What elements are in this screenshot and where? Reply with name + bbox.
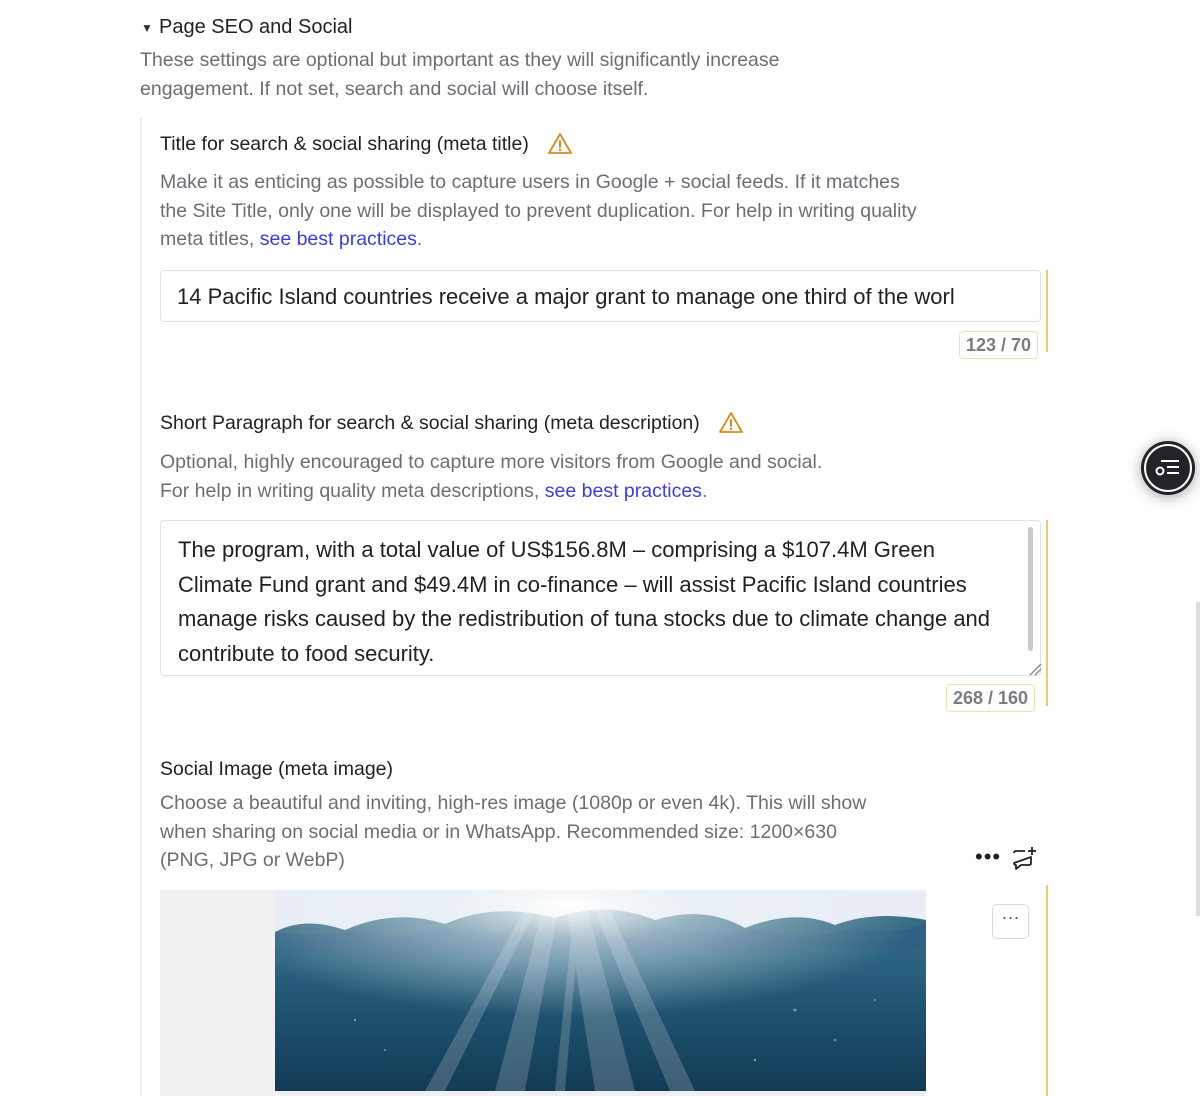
underwater-image [275,890,926,1091]
meta-image-label: Social Image (meta image) [160,758,394,780]
textarea-scrollbar[interactable] [1028,527,1033,651]
resize-grip-icon[interactable] [1028,662,1042,676]
warning-icon [718,410,744,436]
meta-description-help-suffix: . [701,479,708,502]
meta-description-help-line2: For help in writing quality meta descriptions, [160,479,540,502]
meta-title-status-rule [1046,270,1048,352]
meta-description-status-rule [1046,520,1048,706]
section-divider [140,118,142,1096]
meta-title-help-suffix: . [416,228,423,250]
toc-icon [1155,457,1181,479]
comment-add-icon[interactable] [1011,846,1037,872]
meta-description-help [160,448,920,505]
meta-image-label-row [160,758,393,781]
page-scrollbar[interactable] [1196,602,1200,916]
section-title: Page SEO and Social [159,16,353,38]
meta-description-counter: 268 / 160 [946,684,1035,712]
meta-description-label: Short Paragraph for search & social sharing (meta description) [160,411,700,434]
toc-button[interactable] [1141,441,1195,495]
section-toggle[interactable] [141,16,352,39]
meta-image-status-rule [1046,885,1048,1096]
meta-description-help-line1: Optional, highly encouraged to capture more visitors from Google and social. [160,451,823,473]
meta-title-help-text: Make it as enticing as possible to capture users in Google + social feeds. If it matches the Site Title, only one will be displayed to prevent duplication. For help in writing quality meta titles, [160,171,917,250]
more-options-icon[interactable]: ••• [975,844,1002,869]
meta-description-best-practices-link[interactable]: see best practices [544,479,702,502]
meta-title-counter: 123 / 70 [959,331,1038,359]
meta-image-preview-area[interactable] [160,890,926,1096]
meta-image-help: Choose a beautiful and inviting, high-res image (1080p or even 4k). This will show when sharing on social media or in WhatsApp. Recommended size: 1200×630 (PNG, JPG or WebP) [160,792,867,871]
collapse-triangle-icon: ▼ [141,20,153,35]
meta-image [275,890,926,1091]
warning-icon [547,131,573,157]
meta-title-best-practices-link[interactable]: see best practices [259,228,417,250]
meta-title-label-row [160,131,573,157]
section-description: These settings are optional but important as they will significantly increase engagement. If not set, search and social will choose itself. [140,49,780,100]
meta-description-label-row [160,410,744,436]
meta-description-textarea[interactable]: The program, with a total value of US$156.8M – comprising a $107.4M Green Climate Fund grant and $49.4M in co-finance – will assist Pacific Island countries manage risks caused by the redistribution of tuna stocks due to climate change and contribute to food security. [160,520,1041,676]
meta-title-help [160,168,920,254]
meta-title-label: Title for search & social sharing (meta title) [160,132,529,155]
meta-title-input[interactable]: 14 Pacific Island countries receive a major grant to manage one third of the worl [160,270,1041,322]
image-more-button[interactable]: ··· [992,904,1029,939]
